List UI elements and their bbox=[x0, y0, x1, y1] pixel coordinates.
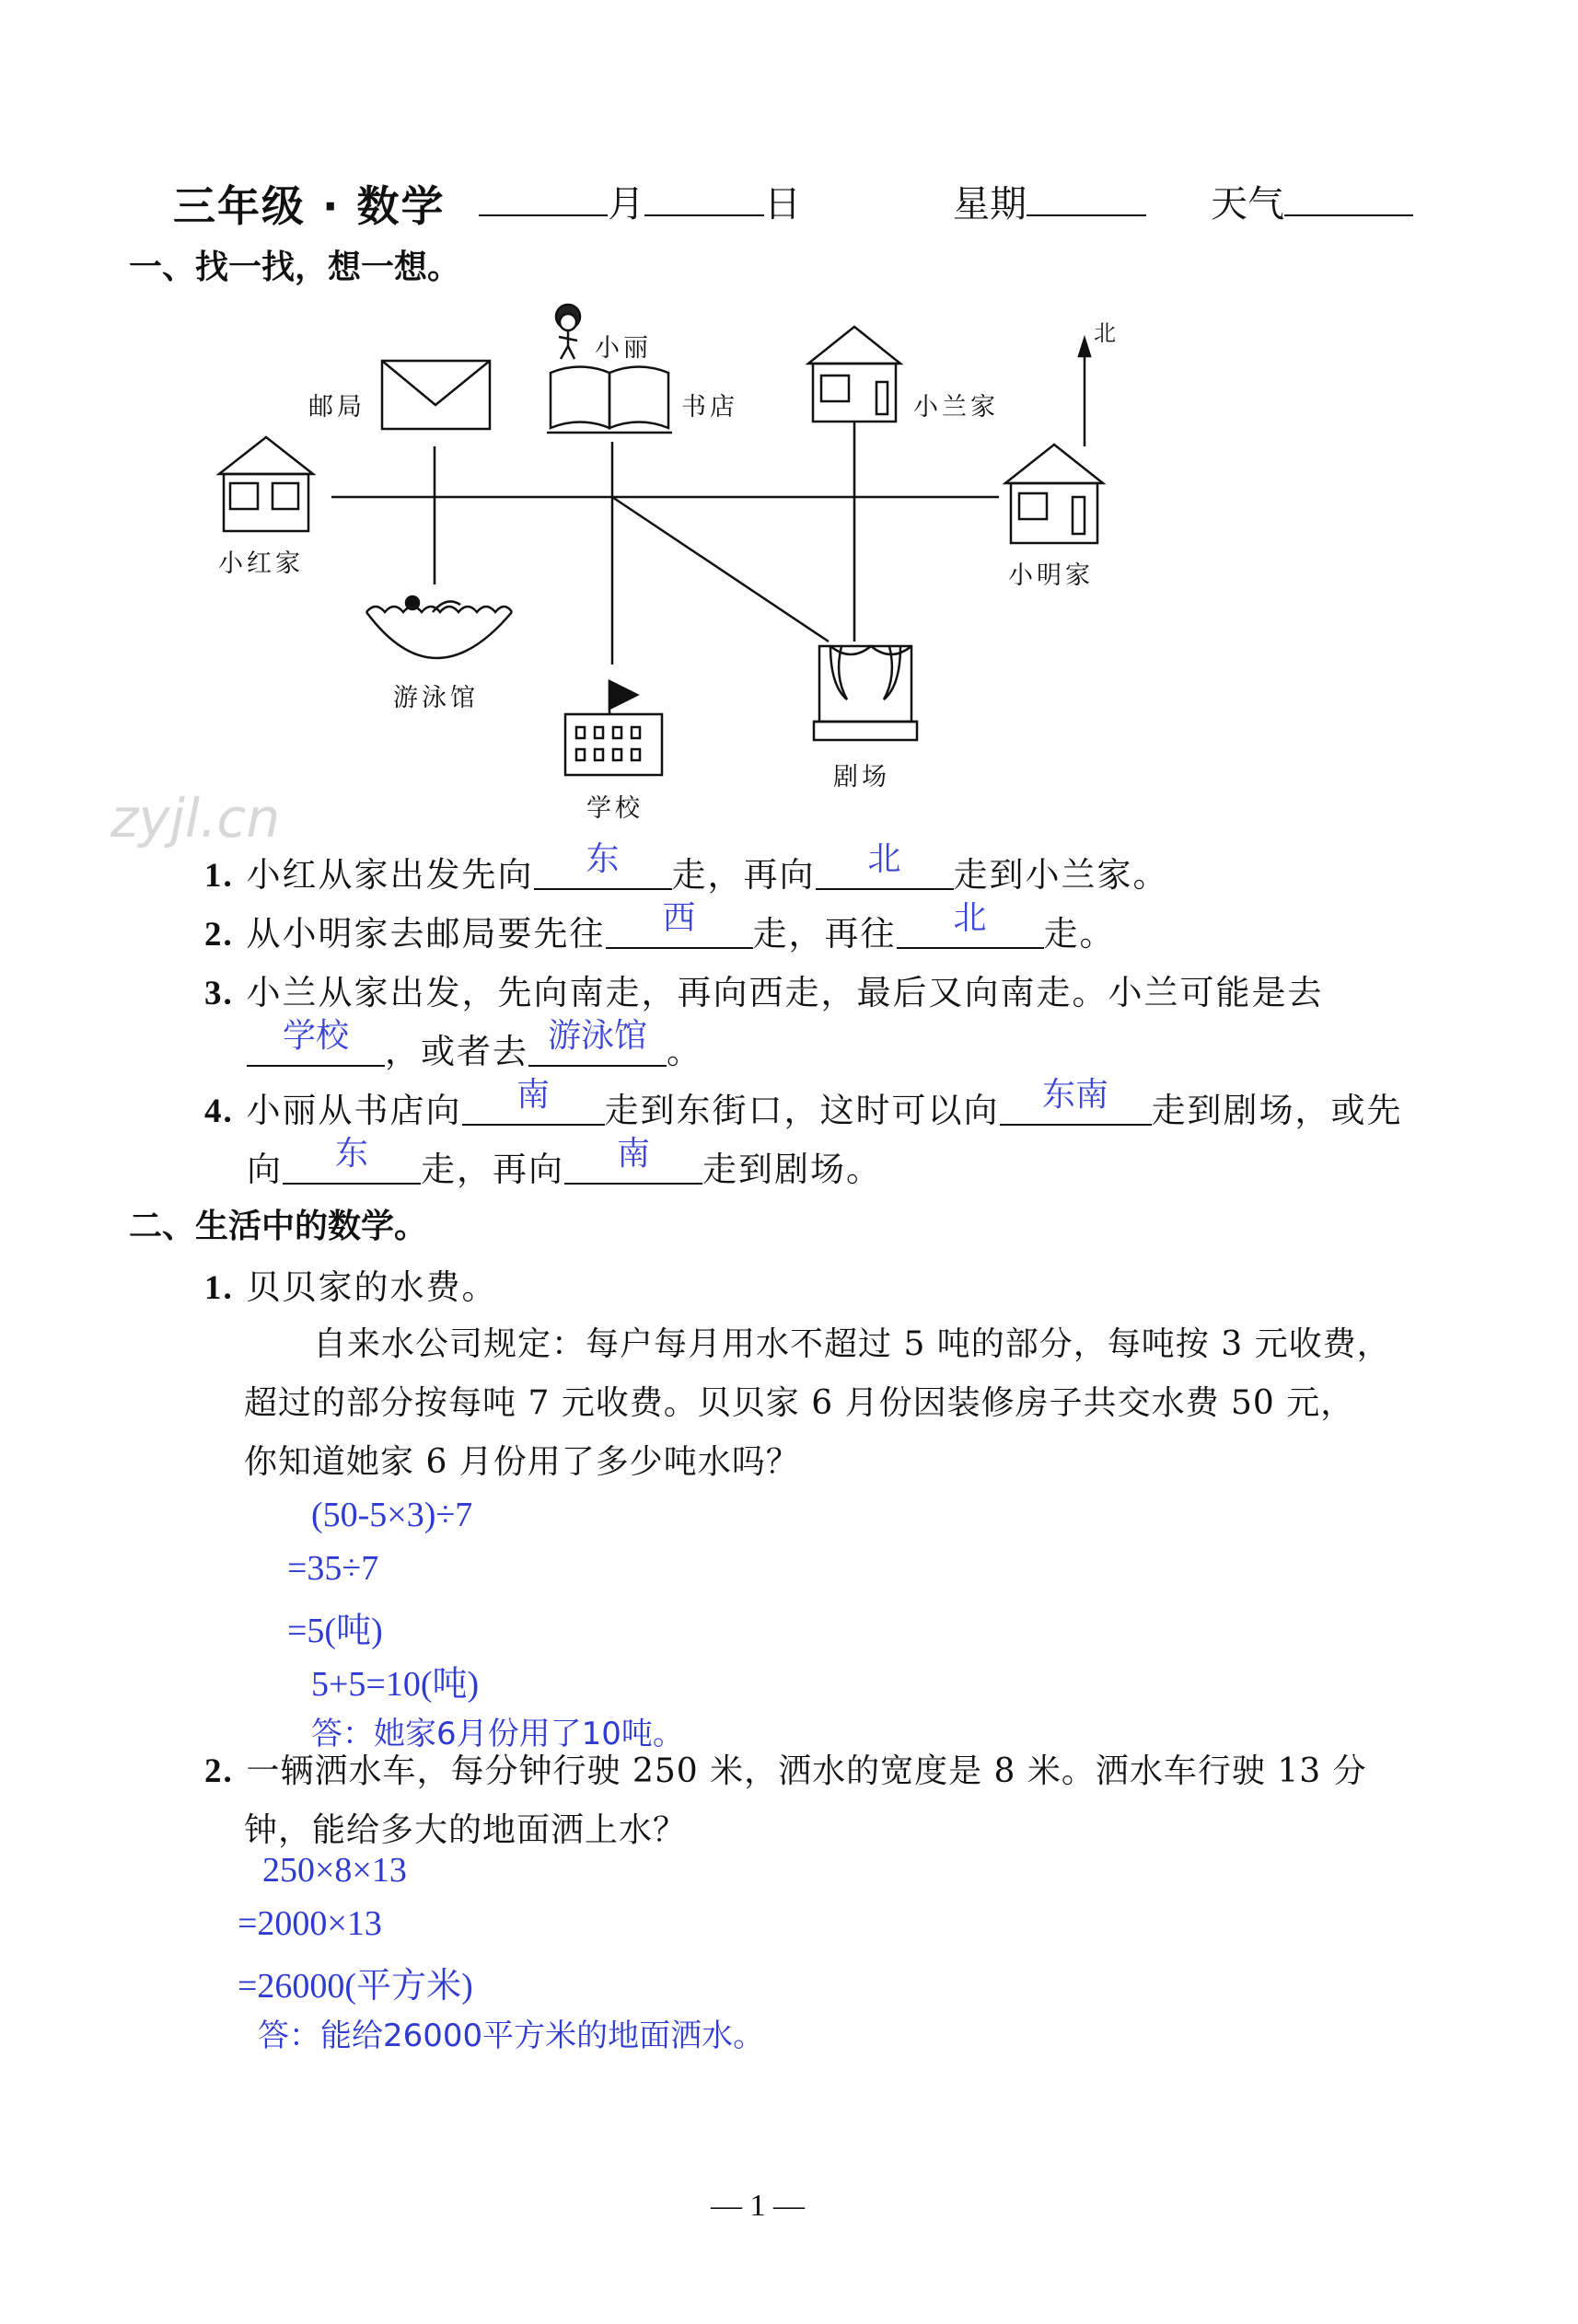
answer-blank bbox=[606, 899, 753, 950]
direction-map bbox=[0, 0, 1578, 828]
house-icon-xiaoming bbox=[1005, 445, 1103, 543]
page-title: 三年级 · 数学 bbox=[173, 181, 446, 231]
north-arrow-head bbox=[1079, 339, 1090, 356]
xiaoli-label: 小丽 bbox=[595, 334, 652, 363]
page-number: — 1 — bbox=[711, 2189, 805, 2223]
swimming-pool-icon bbox=[366, 596, 512, 658]
answer-text: 东南 bbox=[1042, 1076, 1109, 1114]
theater-label: 剧场 bbox=[833, 763, 890, 792]
question-4 bbox=[204, 1076, 1403, 1132]
theater-icon bbox=[814, 646, 917, 740]
answer-text: 学校 bbox=[282, 1017, 349, 1055]
question-text: 走到剧场。 bbox=[702, 1150, 882, 1189]
answer-text: 南 bbox=[516, 1076, 551, 1114]
question-number: 4. bbox=[204, 1093, 234, 1130]
question-number: 2. bbox=[204, 1752, 234, 1790]
envelope-icon bbox=[382, 361, 490, 429]
work-line: (50-5×3)÷7 bbox=[311, 1496, 473, 1534]
problem-1-line2: 超过的部分按每吨 7 元收费。贝贝家 6 月份因装修房子共交水费 50 元， bbox=[244, 1384, 1355, 1422]
answer-text: 北 bbox=[867, 840, 901, 878]
month-label: 月 bbox=[608, 183, 644, 225]
problem-1-line3: 你知道她家 6 月份用了多少吨水吗？ bbox=[244, 1443, 800, 1481]
question-number: 2. bbox=[204, 916, 234, 954]
answer-blank bbox=[462, 1076, 605, 1127]
question-number: 1. bbox=[204, 857, 234, 895]
question-text: 小丽从书店向 bbox=[246, 1091, 462, 1130]
section2-title: 二、生活中的数学。 bbox=[129, 1208, 428, 1245]
work-line: 250×8×13 bbox=[262, 1851, 407, 1890]
swimming-pool-label: 游泳馆 bbox=[393, 684, 479, 712]
xiaohong-home-label: 小红家 bbox=[218, 549, 304, 578]
question-text: 。 bbox=[667, 1032, 702, 1071]
question-text: 走到剧场，或先 bbox=[1151, 1091, 1403, 1130]
question-text: 贝贝家的水费。 bbox=[246, 1267, 498, 1307]
diagonal-road bbox=[612, 497, 829, 642]
problem-2-line2: 钟，能给多大的地面洒上水？ bbox=[244, 1811, 688, 1849]
xiaolan-home-label: 小兰家 bbox=[913, 393, 999, 422]
answer-line: 答：能给26000平方米的地面洒水。 bbox=[258, 2018, 765, 2054]
question-2 bbox=[204, 899, 1116, 955]
question-text: 一辆洒水车，每分钟行驶 250 米，洒水的宽度是 8 米。洒水车行驶 13 分 bbox=[246, 1752, 1367, 1790]
problem-1-line1: 自来水公司规定：每户每月用水不超过 5 吨的部分，每吨按 3 元收费， bbox=[313, 1325, 1391, 1363]
answer-text: 南 bbox=[616, 1135, 650, 1173]
house-icon-xiaohong bbox=[219, 437, 313, 531]
question-text: 走到东街口，这时可以向 bbox=[604, 1091, 1000, 1130]
answer-blank bbox=[283, 1135, 421, 1185]
work-line: 5+5=10(吨) bbox=[311, 1665, 480, 1704]
question-text: 小兰从家出发，先向南走，再向西走，最后又向南走。小兰可能是去 bbox=[246, 973, 1324, 1012]
house-icon-xiaolan bbox=[808, 327, 900, 422]
question-number: 1. bbox=[204, 1269, 234, 1307]
answer-text: 西 bbox=[662, 899, 696, 937]
book-icon bbox=[547, 367, 672, 434]
answer-blank bbox=[897, 899, 1044, 950]
answer-blank bbox=[534, 840, 672, 891]
weather-label: 天气 bbox=[1211, 183, 1284, 225]
answer-blank bbox=[564, 1135, 702, 1185]
question-3 bbox=[204, 965, 1324, 1014]
answer-blank bbox=[1000, 1076, 1152, 1127]
problem-1-title bbox=[204, 1259, 498, 1309]
school-label: 学校 bbox=[586, 794, 644, 823]
school-icon bbox=[565, 681, 662, 775]
question-text: 小红从家出发先向 bbox=[246, 855, 534, 895]
answer-text: 东 bbox=[586, 840, 620, 878]
question-4-line2 bbox=[247, 1135, 882, 1191]
question-text: 向 bbox=[247, 1150, 283, 1189]
answer-text: 北 bbox=[953, 899, 987, 937]
answer-line: 答：她家6月份用了10吨。 bbox=[311, 1716, 684, 1752]
day-label: 日 bbox=[764, 183, 801, 225]
answer-blank bbox=[528, 1017, 667, 1068]
question-text: 走，再往 bbox=[752, 914, 897, 954]
post-office-label: 邮局 bbox=[308, 393, 365, 422]
answer-text: 游泳馆 bbox=[547, 1017, 647, 1055]
work-line: =26000(平方米) bbox=[238, 1967, 473, 2006]
bookstore-label: 书店 bbox=[681, 393, 738, 422]
work-line: =2000×13 bbox=[238, 1904, 382, 1943]
weekday-label: 星期 bbox=[953, 183, 1027, 225]
question-text: 从小明家去邮局要先往 bbox=[246, 914, 606, 954]
question-text: 走。 bbox=[1043, 914, 1116, 954]
xiaoming-home-label: 小明家 bbox=[1008, 561, 1094, 590]
north-label: 北 bbox=[1094, 320, 1120, 346]
answer-blank bbox=[816, 840, 954, 891]
work-line: =5(吨) bbox=[287, 1612, 383, 1650]
work-line: =35÷7 bbox=[287, 1549, 379, 1588]
question-text: ，或者去 bbox=[385, 1032, 528, 1071]
question-3-line2 bbox=[247, 1017, 702, 1073]
question-text: 走，再向 bbox=[671, 855, 816, 895]
answer-blank bbox=[247, 1017, 385, 1068]
question-text: 走到小兰家。 bbox=[953, 855, 1169, 895]
problem-2-line1 bbox=[204, 1745, 1367, 1792]
question-1 bbox=[204, 840, 1169, 896]
answer-text: 东 bbox=[334, 1135, 368, 1173]
question-number: 3. bbox=[204, 975, 234, 1012]
watermark: zyjl.cn bbox=[110, 787, 281, 850]
section1-title: 一、找一找，想一想。 bbox=[129, 249, 461, 286]
girl-icon bbox=[556, 305, 580, 359]
question-text: 走，再向 bbox=[421, 1150, 564, 1189]
